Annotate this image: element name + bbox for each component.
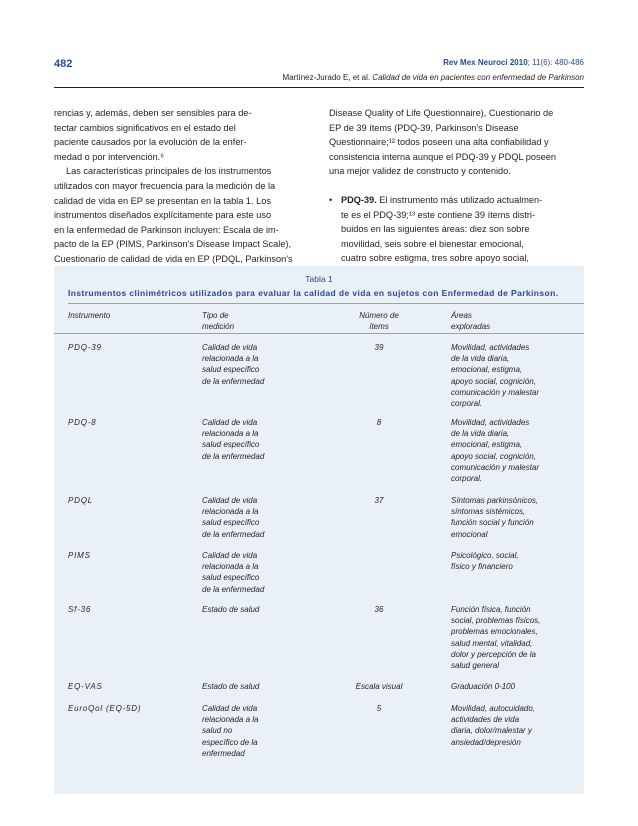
- cell-type: [202, 495, 312, 540]
- paragraph-line: una mejor validez de constructo y contenido.: [329, 166, 511, 177]
- cell-type: [202, 417, 312, 462]
- cell-line: corporal.: [451, 474, 483, 484]
- journal-name: Rev Mex Neuroci 2010: [443, 58, 528, 67]
- cell-type: [202, 342, 312, 387]
- cell-instrument: PDQ-39: [68, 343, 102, 352]
- cell-line: salud específico: [202, 365, 260, 375]
- cell-type: [202, 681, 312, 692]
- cell-instrument: Sf-36: [68, 605, 92, 614]
- cell-items: Escala visual: [355, 682, 403, 691]
- cell-type: [202, 604, 312, 615]
- cell-items: 5: [376, 704, 382, 713]
- table-caption: Tabla 1: [305, 274, 333, 284]
- cell-areas: [451, 417, 576, 484]
- cell-line: Movilidad, actividades: [451, 343, 530, 352]
- header-line: Áreas: [451, 311, 472, 320]
- header-line: exploradas: [451, 322, 491, 331]
- cell-line: emocional, estigma,: [451, 440, 523, 450]
- cell-items: 39: [374, 343, 384, 352]
- cell-line: Calidad de vida: [202, 343, 258, 352]
- paragraph-line: te es el PDQ-39;¹³ este contiene 39 ítems distri-: [341, 209, 536, 220]
- cell-line: emocional, estigma,: [451, 365, 523, 375]
- table-header-instrument: [68, 310, 110, 321]
- authors: Martínez-Jurado E, et al.: [282, 73, 371, 82]
- cell-areas: [451, 681, 576, 692]
- cell-instrument: PDQL: [68, 496, 93, 505]
- paragraph-line: utilizados con mayor frecuencia para la medición de la: [54, 180, 276, 191]
- cell-line: actividades de vida: [451, 715, 520, 725]
- table-header-rule: [54, 333, 584, 334]
- paragraph-line: calidad de vida en EP se presentan en la tabla 1. Los: [54, 195, 271, 206]
- running-header: [282, 73, 584, 82]
- cell-line: relacionada a la: [202, 562, 259, 572]
- table-header-areas: [451, 310, 490, 332]
- cell-line: Calidad de vida: [202, 418, 258, 427]
- paragraph-line: Cuestionario de calidad de vida en EP (PDQL, Parkinson's: [54, 253, 293, 264]
- bullet-body: [341, 193, 584, 266]
- cell-line: de la vida diaria,: [451, 429, 510, 439]
- bullet-item: [329, 193, 584, 266]
- cell-line: Psicológico, social,: [451, 551, 519, 560]
- cell-line: Función física, función: [451, 605, 531, 614]
- cell-line: Calidad de vida: [202, 704, 258, 713]
- cell-areas: [451, 604, 576, 671]
- cell-line: síntomas sistémicos,: [451, 507, 526, 517]
- cell-areas: [451, 550, 576, 572]
- cell-line: diaria, dolor/malestar y: [451, 726, 532, 736]
- cell-line: salud específico: [202, 440, 260, 450]
- cell-line: social, problemas físicos,: [451, 616, 541, 626]
- cell-line: Graduación 0-100: [451, 682, 516, 691]
- cell-line: relacionada a la: [202, 429, 259, 439]
- cell-areas: [451, 703, 576, 748]
- cell-type: [202, 550, 312, 595]
- cell-line: función social y función: [451, 518, 534, 528]
- cell-instrument: PIMS: [68, 551, 91, 560]
- cell-line: ansiedad/depresión: [451, 737, 521, 747]
- header-rule: [54, 87, 584, 88]
- cell-line: Síntomas parkinsónicos,: [451, 496, 539, 505]
- cell-line: Estado de salud: [202, 605, 260, 614]
- cell-line: comunicación y malestar: [451, 462, 540, 472]
- cell-line: problemas emocionales,: [451, 627, 538, 637]
- paragraph-line: pacto de la EP (PIMS, Parkinson's Disease Impact Scale),: [54, 239, 291, 250]
- cell-items: 37: [374, 496, 384, 505]
- cell-line: relacionada a la: [202, 507, 259, 517]
- paragraph-line: Questionnaire;¹² todos poseen una alta confiabilidad y: [329, 137, 549, 148]
- table-title: Instrumentos clinimétricos utilizados para evaluar la calidad de vida en sujetos con Enfermedad de Parkinson.: [68, 288, 559, 298]
- cell-line: de la enfermedad: [202, 529, 265, 539]
- paragraph-line: [341, 193, 584, 208]
- paragraph-line: tectar cambios significativos en el estado del: [54, 122, 236, 133]
- page-number: 482: [54, 58, 73, 70]
- cell-line: enfermedad: [202, 748, 245, 758]
- paragraph-line: buidos en las siguientes áreas: diez son sobre: [341, 224, 530, 235]
- cell-instrument: PDQ-8: [68, 418, 97, 427]
- cell-instrument: EQ-VAS: [68, 682, 103, 691]
- paragraph-line: paciente causados por la evolución de la enfer-: [54, 137, 247, 148]
- table-header-items: [334, 310, 424, 332]
- paragraph-line: en la enfermedad de Parkinson incluyen: Escala de im-: [54, 224, 279, 235]
- cell-line: de la enfermedad: [202, 584, 265, 594]
- cell-line: Calidad de vida: [202, 496, 258, 505]
- cell-line: de la enfermedad: [202, 376, 265, 386]
- cell-line: salud no: [202, 726, 233, 736]
- cell-line: físico y financiero: [451, 562, 513, 572]
- paragraph-line: Disease Quality of Life Questionnaire), Cuestionario de: [329, 108, 554, 118]
- bullet-dot: •: [329, 194, 333, 205]
- bullet-text: El instrumento más utilizado actualmen-: [376, 194, 543, 205]
- header-line: ítems: [369, 322, 389, 331]
- cell-line: Movilidad, autocuidado,: [451, 704, 536, 713]
- right-column: [329, 106, 584, 266]
- cell-items: 8: [376, 418, 382, 427]
- journal-issue: ; 11(6): 480-486: [527, 58, 584, 67]
- cell-line: Estado de salud: [202, 682, 260, 691]
- cell-line: Calidad de vida: [202, 551, 258, 560]
- bullet-lead: PDQ-39.: [341, 194, 377, 205]
- header-line: Número de: [359, 311, 399, 320]
- cell-line: apoyo social, cognición,: [451, 451, 536, 461]
- cell-line: salud específico: [202, 573, 260, 583]
- paragraph-line: EP de 39 ítems (PDQ-39, Parkinson's Disease: [329, 122, 519, 133]
- cell-line: apoyo social, cognición,: [451, 376, 536, 386]
- table-header-type: [202, 310, 234, 332]
- header-line: Tipo de: [202, 311, 229, 320]
- cell-line: salud específico: [202, 518, 260, 528]
- cell-line: relacionada a la: [202, 715, 259, 725]
- cell-line: comunicación y malestar: [451, 387, 540, 397]
- paragraph-line: rencias y, además, deben ser sensibles para de-: [54, 108, 252, 118]
- cell-line: salud general: [451, 661, 500, 671]
- paragraph-line: medad o por intervención.⁶: [54, 151, 165, 162]
- cell-type: [202, 703, 312, 759]
- header-line: Instrumento: [68, 311, 111, 320]
- cell-line: emocional: [451, 529, 488, 539]
- left-column: [54, 106, 309, 267]
- article-title: Calidad de vida en pacientes con enfermedad de Parkinson: [372, 73, 584, 82]
- cell-line: Movilidad, actividades: [451, 418, 530, 427]
- paragraph-line: cuatro sobre estigma, tres sobre apoyo social,: [341, 253, 529, 264]
- cell-line: dolor y percepción de la: [451, 649, 536, 659]
- cell-line: de la enfermedad: [202, 451, 265, 461]
- paragraph-line: consistencia interna aunque el PDQ-39 y PDQL poseen: [329, 151, 556, 162]
- cell-line: salud mental, vitalidad,: [451, 638, 533, 648]
- paragraph-line: movilidad, seis sobre el bienestar emocional,: [341, 238, 524, 249]
- paragraph-line: Las características principales de los instrumentos: [66, 166, 272, 177]
- cell-line: corporal.: [451, 399, 483, 409]
- cell-areas: [451, 495, 576, 540]
- cell-items: 36: [374, 605, 384, 614]
- cell-line: específico de la: [202, 737, 258, 747]
- cell-line: de la vida diaria,: [451, 354, 510, 364]
- cell-instrument: EuroQol (EQ-5D): [68, 704, 142, 713]
- table-1: [54, 266, 584, 794]
- journal-citation: [443, 58, 584, 67]
- paragraph-line: instrumentos diseñados explícitamente para este uso: [54, 210, 272, 221]
- header-line: medición: [202, 322, 235, 331]
- cell-line: relacionada a la: [202, 354, 259, 364]
- cell-areas: [451, 342, 576, 409]
- table-title-rule: [68, 303, 584, 304]
